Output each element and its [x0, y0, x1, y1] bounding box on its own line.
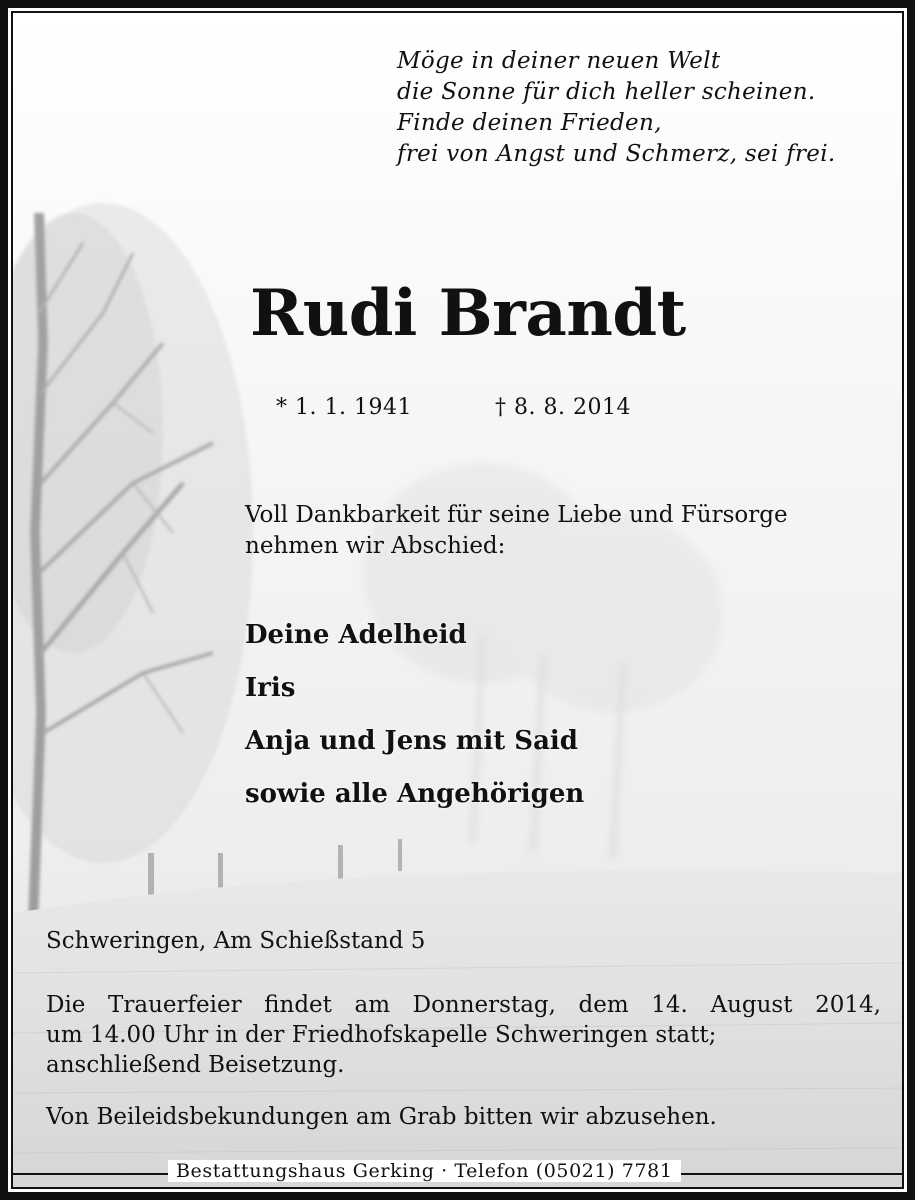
- mourner-name: sowie alle Angehörigen: [245, 779, 585, 809]
- funeral-home-footer: Bestattungshaus Gerking · Telefon (05021) 7781: [168, 1160, 681, 1182]
- poem-line: die Sonne für dich heller scheinen.: [397, 79, 816, 105]
- funeral-word: findet: [264, 992, 332, 1018]
- poem-verse: [397, 46, 897, 170]
- funeral-word: August: [710, 992, 793, 1018]
- funeral-details: [46, 990, 881, 1080]
- mourner-name: Iris: [245, 673, 296, 703]
- funeral-word: Trauerfeier: [108, 992, 242, 1018]
- poem-line: Möge in deiner neuen Welt: [397, 48, 721, 74]
- condolence-note: Von Beileidsbekundungen am Grab bitten wir abzusehen.: [46, 1104, 717, 1130]
- poem-line: Finde deinen Frieden,: [397, 110, 662, 136]
- funeral-word: dem: [578, 992, 629, 1018]
- funeral-word: Die: [46, 992, 86, 1018]
- funeral-line: anschließend Beisetzung.: [46, 1052, 345, 1078]
- mourners-list: [245, 620, 584, 832]
- funeral-word: Donnerstag,: [412, 992, 556, 1018]
- funeral-line: [46, 990, 881, 1020]
- family-address: Schweringen, Am Schießstand 5: [46, 928, 426, 954]
- poem-line: frei von Angst und Schmerz, sei frei.: [397, 141, 836, 167]
- funeral-word: 14.: [651, 992, 688, 1018]
- gratitude-text: [245, 500, 885, 562]
- birth-date: * 1. 1. 1941: [276, 395, 412, 420]
- funeral-word: am: [354, 992, 391, 1018]
- gratitude-line: Voll Dankbarkeit für seine Liebe und Fürsorge: [245, 502, 788, 528]
- mourner-name: Deine Adelheid: [245, 620, 467, 650]
- deceased-name: Rudi Brandt: [250, 276, 686, 351]
- death-date: † 8. 8. 2014: [495, 395, 631, 420]
- funeral-word: 2014,: [815, 992, 881, 1018]
- funeral-line: um 14.00 Uhr in der Friedhofskapelle Schweringen statt;: [46, 1022, 717, 1048]
- gratitude-line: nehmen wir Abschied:: [245, 533, 506, 559]
- mourner-name: Anja und Jens mit Said: [245, 726, 578, 756]
